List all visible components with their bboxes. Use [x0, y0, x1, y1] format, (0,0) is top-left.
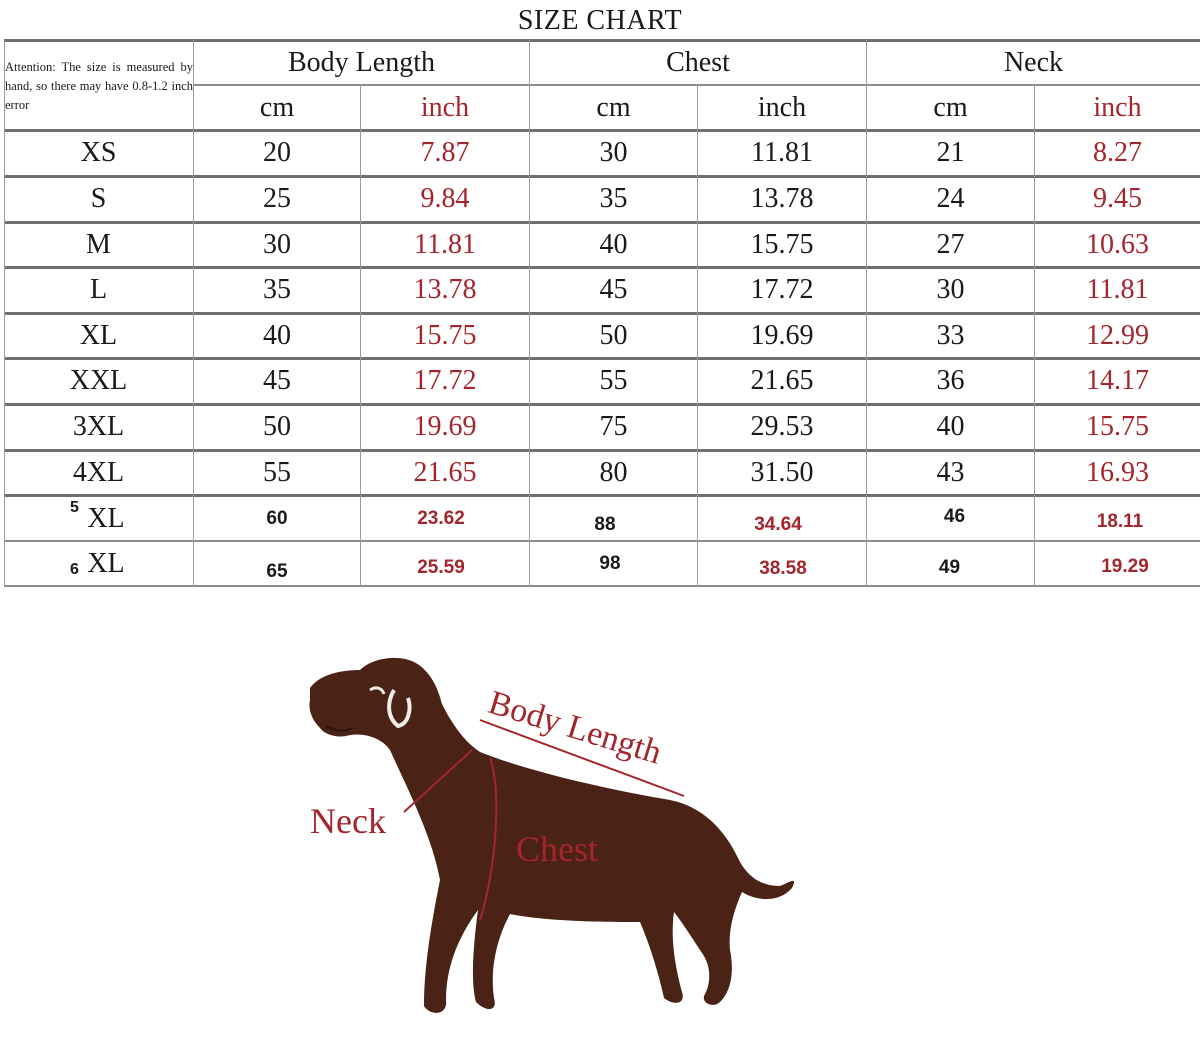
- size-prefix: 5: [70, 499, 79, 516]
- body-length-inch: 17.72: [413, 365, 477, 396]
- size-label: L: [89, 274, 108, 305]
- neck-inch: 10.63: [1086, 228, 1149, 260]
- neck-inch: 12.99: [1086, 319, 1149, 351]
- chest-inch: 21.65: [750, 365, 814, 396]
- body-length-cm: 35: [263, 274, 291, 305]
- chest-cm: 50: [599, 319, 628, 351]
- chest-cm: 88: [594, 514, 616, 535]
- size-label: XXL: [69, 365, 128, 396]
- body-length-inch: 11.81: [414, 228, 476, 260]
- body-length-inch: 13.78: [413, 274, 477, 305]
- body-length-cm: 50: [263, 411, 291, 442]
- size-prefix: 6: [70, 561, 79, 578]
- neck-cm: 43: [936, 456, 965, 488]
- body-length-inch: 23.62: [417, 508, 465, 529]
- size-label: 3XL: [72, 411, 125, 442]
- neck-cm: 46: [943, 506, 966, 527]
- neck-inch: 14.17: [1086, 365, 1149, 396]
- size-chart-title: SIZE CHART: [517, 5, 683, 36]
- size-label: XL: [87, 548, 125, 579]
- size-label: XS: [80, 137, 117, 168]
- chest-cm: 75: [599, 411, 628, 442]
- body-length-cm: 60: [266, 508, 288, 529]
- chest-inch: 13.78: [750, 183, 814, 214]
- body-length-cm: 30: [263, 228, 291, 260]
- neck-cm: 33: [936, 319, 965, 351]
- dog-measurement-diagram: [290, 640, 830, 1040]
- neck-cm: 40: [936, 411, 965, 442]
- chest-label: Chest: [516, 829, 599, 869]
- body-length-cm: 45: [263, 365, 291, 396]
- body-length-inch: 15.75: [413, 319, 477, 351]
- neck-inch: 18.11: [1096, 511, 1144, 532]
- neck-cm: 27: [936, 228, 965, 260]
- chest-cm: 30: [599, 137, 628, 168]
- body-length-label: Body Length: [484, 684, 666, 772]
- size-label: S: [90, 183, 107, 214]
- body-length-inch: 19.69: [413, 411, 477, 442]
- body-length-inch: 7.87: [420, 137, 470, 168]
- size-label: M: [86, 228, 111, 260]
- body-length-cm: 25: [263, 183, 291, 214]
- unit-header-cm: cm: [933, 92, 968, 123]
- chest-inch: 38.58: [759, 558, 807, 579]
- header-body-length: Body Length: [288, 46, 435, 78]
- table-rule: [4, 40, 5, 586]
- neck-inch: 15.75: [1086, 411, 1149, 442]
- neck-cm: 21: [936, 137, 965, 168]
- chest-inch: 31.50: [750, 456, 814, 488]
- size-label: XL: [79, 319, 118, 351]
- neck-inch: 19.29: [1101, 556, 1149, 577]
- unit-header-cm: cm: [596, 92, 631, 123]
- chest-inch: 19.69: [750, 319, 814, 351]
- neck-inch: 9.45: [1093, 183, 1142, 214]
- chest-inch: 11.81: [751, 137, 813, 168]
- neck-cm: 49: [938, 557, 961, 578]
- chest-cm: 55: [599, 365, 628, 396]
- chest-inch: 34.64: [754, 514, 802, 535]
- body-length-cm: 20: [263, 137, 291, 168]
- body-length-inch: 9.84: [420, 183, 470, 214]
- body-length-cm: 55: [263, 456, 291, 488]
- body-length-cm: 40: [263, 319, 291, 351]
- neck-inch: 8.27: [1093, 137, 1142, 168]
- chest-inch: 15.75: [750, 228, 814, 260]
- unit-header-cm: cm: [259, 92, 295, 123]
- unit-header-inch: inch: [757, 92, 807, 123]
- unit-header-inch: inch: [420, 92, 470, 123]
- body-length-inch: 25.59: [417, 557, 465, 578]
- unit-header-inch: inch: [1093, 92, 1142, 123]
- neck-cm: 36: [936, 365, 965, 396]
- body-length-inch: 21.65: [413, 456, 477, 488]
- measurement-note: Attention: The size is measured by hand, so there may have 0.8-1.2 inch error: [5, 60, 193, 112]
- size-label: XL: [87, 503, 125, 534]
- neck-inch: 16.93: [1086, 456, 1149, 488]
- chest-inch: 17.72: [750, 274, 814, 305]
- chest-cm: 45: [599, 274, 628, 305]
- chest-cm: 98: [599, 553, 621, 574]
- neck-inch: 11.81: [1086, 274, 1149, 305]
- neck-label: Neck: [310, 801, 386, 841]
- chest-cm: 35: [599, 183, 628, 214]
- chest-cm: 40: [599, 228, 628, 260]
- header-chest: Chest: [666, 46, 730, 78]
- size-label: 4XL: [72, 456, 125, 488]
- neck-cm: 30: [936, 274, 965, 305]
- chest-inch: 29.53: [750, 411, 814, 442]
- header-neck: Neck: [1003, 46, 1064, 78]
- chest-cm: 80: [599, 456, 628, 488]
- neck-cm: 24: [936, 183, 965, 214]
- body-length-cm: 65: [266, 561, 288, 582]
